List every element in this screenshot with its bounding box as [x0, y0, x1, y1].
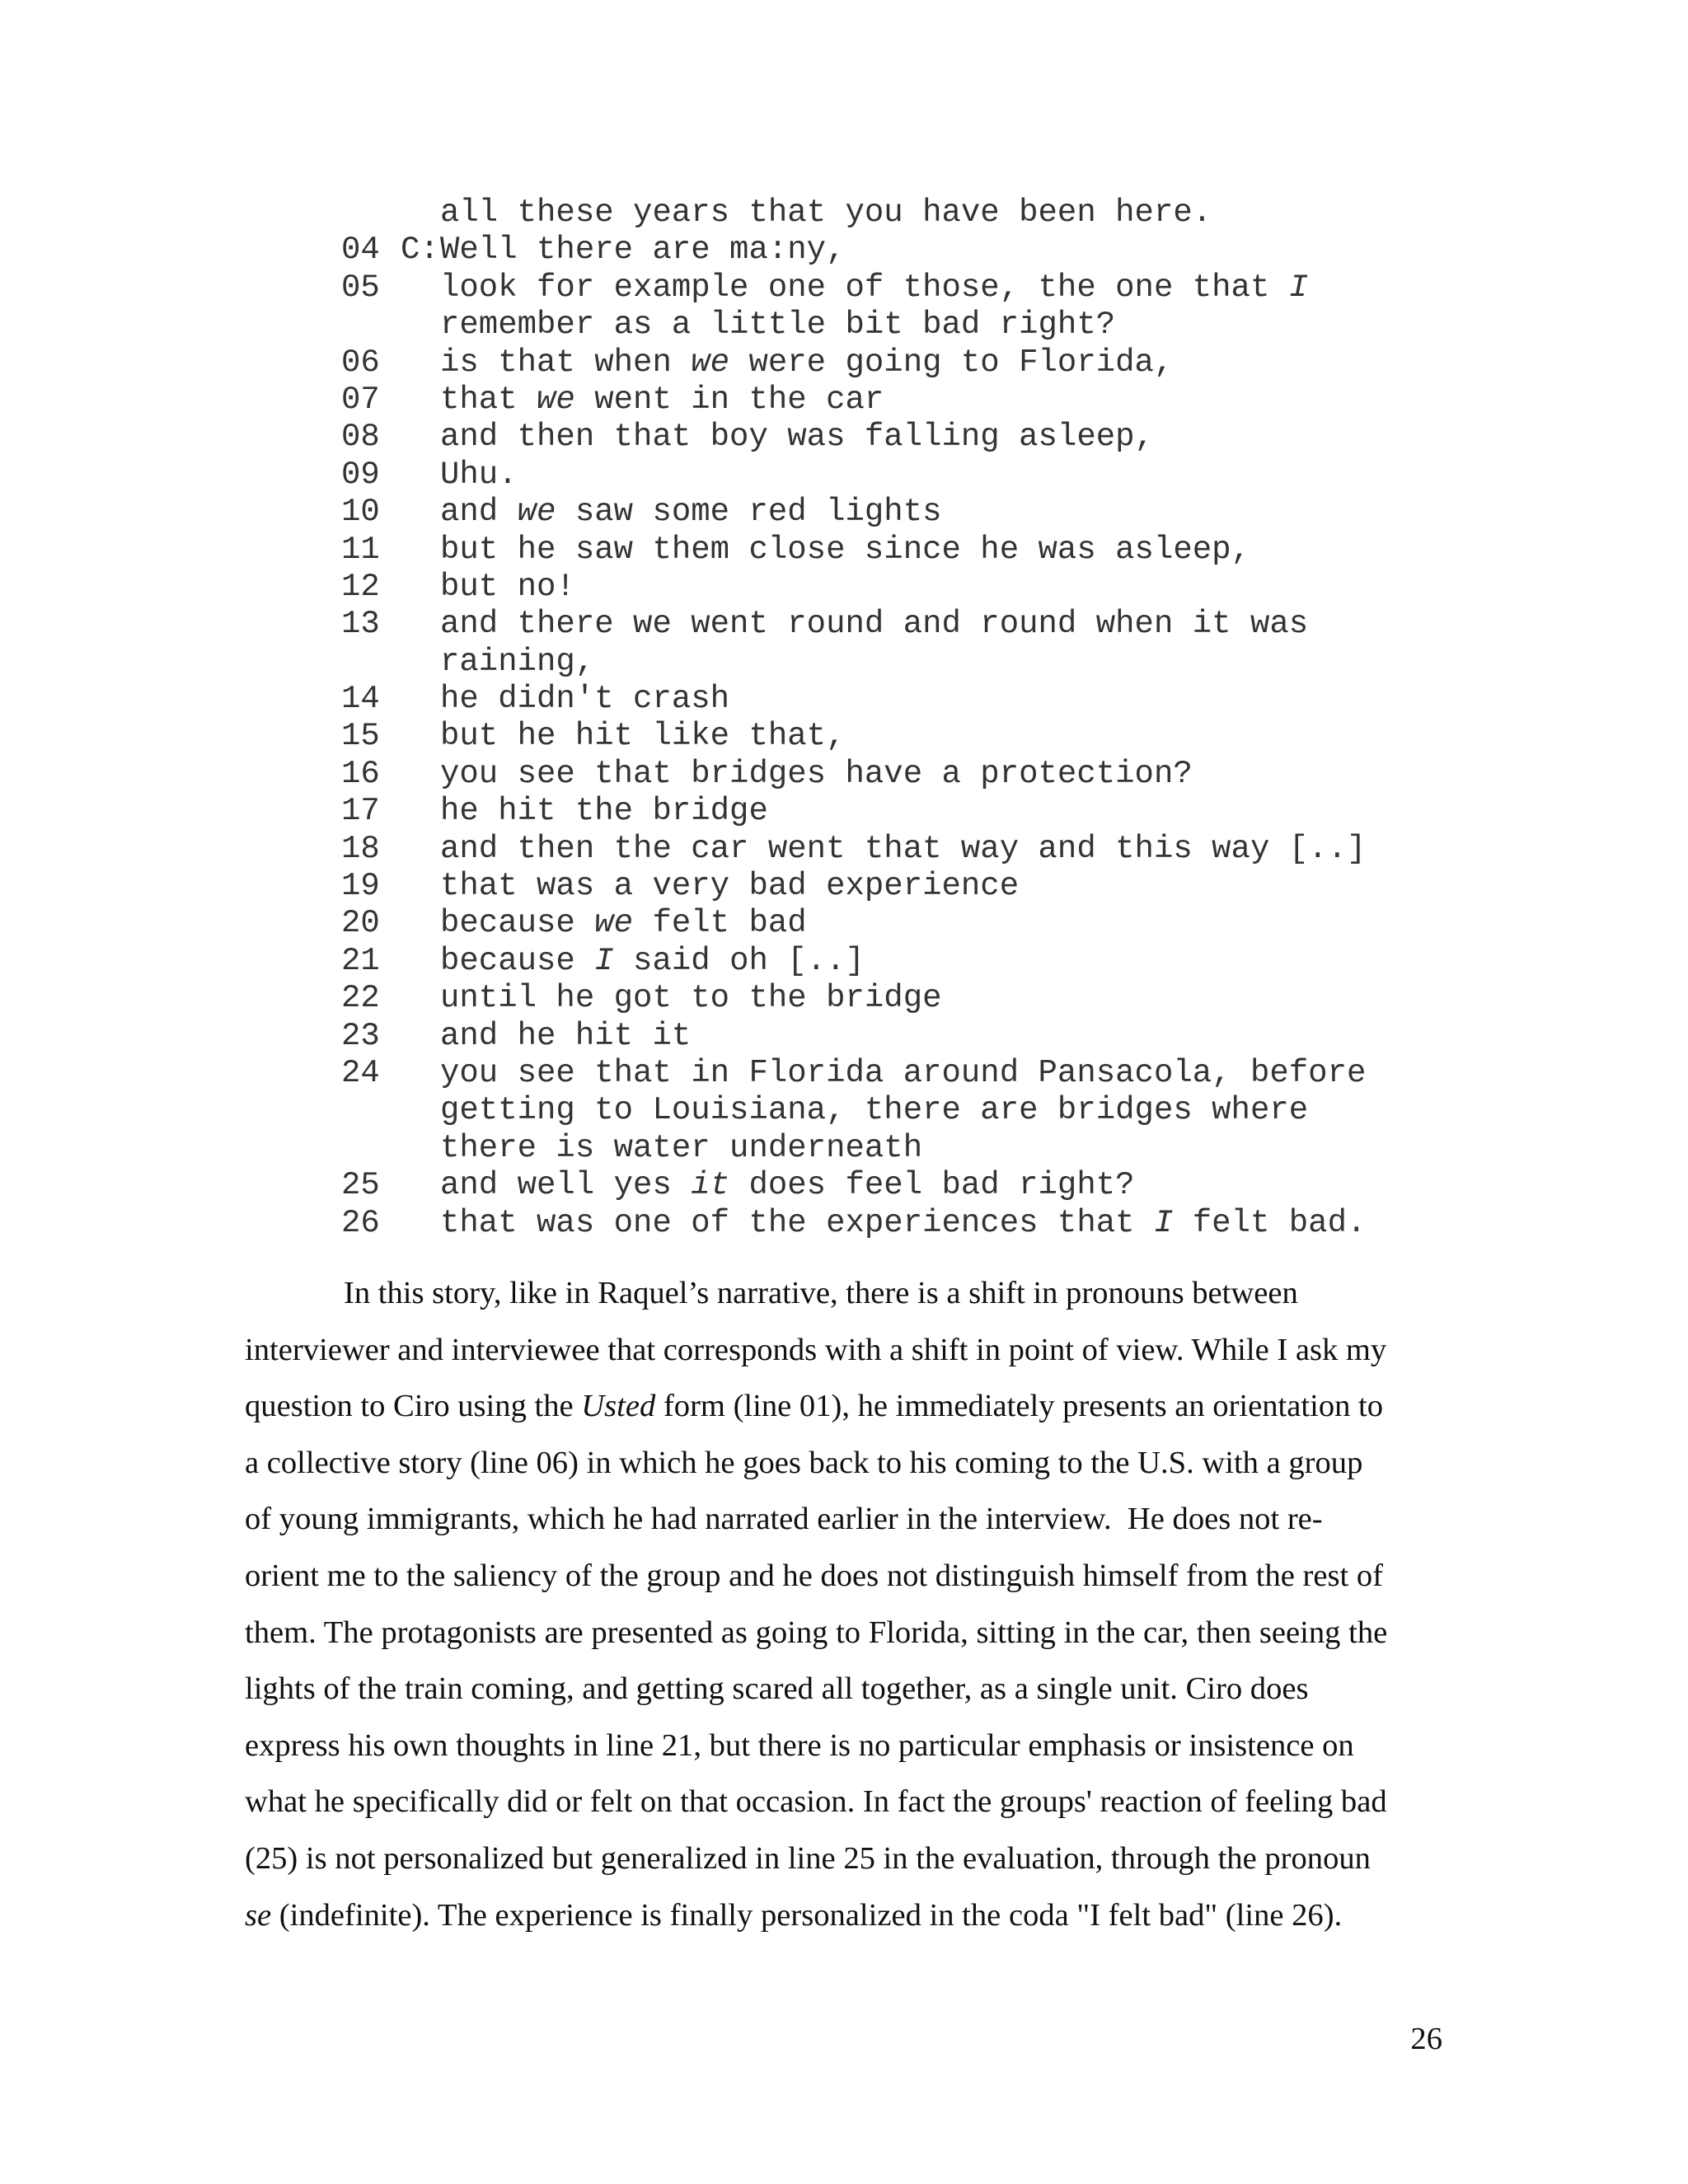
transcript-line	[341, 382, 1366, 419]
emphasized-word: we	[517, 494, 556, 531]
emphasized-word: we	[537, 381, 575, 418]
transcript-line	[341, 232, 1366, 269]
speaker-label: C:	[401, 232, 439, 269]
utterance-segment: and there we went round and round when it was	[440, 606, 1309, 643]
line-number: 06	[341, 344, 380, 381]
line-number: 14	[341, 681, 380, 718]
utterance-text	[440, 681, 729, 718]
utterance-text	[440, 868, 1019, 905]
transcript-line	[341, 980, 1366, 1017]
utterance-segment: were going to Florida,	[729, 344, 1174, 381]
transcript-line	[341, 718, 1366, 755]
paragraph-line	[245, 1774, 1448, 1830]
utterance-segment: said oh [..]	[613, 942, 865, 979]
transcript-line	[341, 269, 1366, 307]
utterance-segment: felt bad.	[1173, 1204, 1367, 1241]
utterance-text	[440, 457, 518, 494]
utterance-segment: but no!	[440, 568, 575, 605]
utterance-segment: getting to Louisiana, there are bridges where	[440, 1092, 1309, 1129]
line-number: 12	[341, 568, 380, 605]
text-segment: a collective story (line 06) in which he goes back to his coming to the U.S. with a group	[245, 1445, 1363, 1480]
paragraph-line	[245, 1887, 1448, 1944]
utterance-segment: is that when	[440, 344, 692, 381]
text-segment: question to Ciro using the	[245, 1389, 582, 1424]
line-number: 13	[341, 606, 380, 643]
utterance-segment: Well there are ma:ny,	[440, 232, 846, 269]
utterance-text	[440, 943, 865, 980]
emphasized-word: I	[1288, 269, 1309, 306]
utterance-segment: and then that boy was falling asleep,	[440, 419, 1154, 456]
utterance-segment: remember as a little bit bad right?	[440, 307, 1116, 344]
utterance-segment: look for example one of those, the one that	[440, 269, 1289, 306]
utterance-segment: went in the car	[574, 381, 884, 418]
line-number: 09	[341, 456, 380, 493]
utterance-text	[440, 1092, 1308, 1129]
line-number: 07	[341, 381, 380, 418]
paragraph-line	[245, 1830, 1448, 1887]
utterance-text	[440, 831, 1366, 868]
paragraph-line	[245, 1548, 1448, 1605]
utterance-text	[440, 307, 1115, 344]
transcript-line	[341, 943, 1366, 980]
italic-term: se	[245, 1897, 272, 1933]
line-number: 23	[341, 1017, 380, 1054]
line-number: 21	[341, 942, 380, 979]
utterance-segment: saw some red lights	[556, 494, 942, 531]
transcript-line	[341, 532, 1366, 569]
utterance-text	[440, 644, 594, 681]
italic-term: Usted	[581, 1389, 656, 1424]
paragraph-line	[245, 1322, 1448, 1379]
utterance-segment: that was one of the experiences that	[440, 1204, 1154, 1241]
utterance-text	[440, 382, 884, 419]
paragraph-line	[245, 1435, 1448, 1492]
utterance-segment: until he got to the bridge	[440, 980, 942, 1017]
text-segment: In this story, like in Raquel’s narrative, there is a shift in pronouns between	[344, 1276, 1298, 1310]
utterance-segment: Uhu.	[440, 456, 518, 493]
utterance-text	[440, 232, 845, 269]
text-segment: lights of the train coming, and getting scared all together, as a single unit. Ciro does	[245, 1671, 1309, 1707]
utterance-segment: that	[440, 381, 537, 418]
utterance-text	[440, 756, 1193, 793]
utterance-text	[440, 1205, 1366, 1242]
text-segment: express his own thoughts in line 21, but there is no particular emphasis or insistence on	[245, 1727, 1354, 1763]
line-number: 20	[341, 905, 380, 942]
page-number: 26	[1410, 2022, 1442, 2056]
line-number: 17	[341, 793, 380, 830]
utterance-segment: and then the car went that way and this way [..]	[440, 830, 1367, 867]
utterance-text	[440, 194, 1212, 232]
utterance-text	[440, 1130, 922, 1167]
emphasized-word: we	[691, 344, 730, 381]
paragraph-line	[245, 1378, 1448, 1435]
line-number: 25	[341, 1167, 380, 1204]
line-number: 10	[341, 494, 380, 531]
utterance-segment: and well yes	[440, 1167, 692, 1204]
line-number: 15	[341, 718, 380, 755]
utterance-text	[440, 569, 575, 606]
transcript-line	[341, 307, 1366, 344]
paragraph-line	[245, 1718, 1448, 1774]
line-number: 05	[341, 269, 380, 306]
utterance-segment: but he hit like that,	[440, 718, 846, 755]
transcript-line	[341, 1205, 1366, 1242]
transcript-line	[341, 419, 1366, 456]
emphasized-word: I	[1153, 1204, 1174, 1241]
utterance-segment: does feel bad right?	[729, 1167, 1135, 1204]
paragraph-line	[245, 1265, 1448, 1322]
utterance-segment: because	[440, 942, 595, 979]
utterance-text	[440, 419, 1154, 456]
utterance-segment: he didn't crash	[440, 681, 730, 718]
utterance-text	[440, 269, 1308, 307]
utterance-text	[440, 532, 1250, 569]
transcript-line	[341, 194, 1366, 232]
line-number: 11	[341, 531, 380, 568]
utterance-text	[440, 1055, 1366, 1092]
utterance-segment: felt bad	[633, 905, 807, 942]
utterance-text	[440, 980, 942, 1017]
utterance-text	[440, 1167, 1135, 1204]
transcript-line	[341, 1167, 1366, 1204]
transcript-line	[341, 457, 1366, 494]
utterance-segment: but he saw them close since he was asleep,	[440, 531, 1250, 568]
text-segment: (25) is not personalized but generalized in line 25 in the evaluation, through the pronoun	[245, 1840, 1371, 1876]
text-segment: what he specifically did or felt on that occasion. In fact the groups' reaction of feeling bad	[245, 1784, 1387, 1820]
transcript-line	[341, 793, 1366, 830]
transcript-line	[341, 1055, 1366, 1092]
transcript-line	[341, 344, 1366, 382]
utterance-segment: that was a very bad experience	[440, 868, 1020, 905]
interview-transcript	[341, 194, 1366, 1242]
text-segment: (indefinite). The experience is finally personalized in the coda "I felt bad" (line 26).	[271, 1897, 1343, 1933]
line-number: 24	[341, 1054, 380, 1091]
paragraph-line	[245, 1605, 1448, 1661]
utterance-text	[440, 344, 1173, 382]
text-segment: of young immigrants, which he had narrated earlier in the interview. He does not re-	[245, 1502, 1323, 1537]
transcript-line	[341, 1130, 1366, 1167]
emphasized-word: I	[594, 942, 614, 979]
utterance-segment: raining,	[440, 643, 595, 680]
utterance-text	[440, 606, 1308, 643]
transcript-line	[341, 756, 1366, 793]
transcript-line	[341, 681, 1366, 718]
text-segment: them. The protagonists are presented as going to Florida, sitting in the car, then seeing the	[245, 1615, 1388, 1650]
transcript-line	[341, 494, 1366, 531]
transcript-line	[341, 569, 1366, 606]
utterance-segment: all these years that you have been here.	[440, 194, 1212, 231]
line-number: 04	[341, 232, 380, 269]
transcript-line	[341, 831, 1366, 868]
utterance-text	[440, 1018, 691, 1055]
transcript-line	[341, 606, 1366, 643]
utterance-text	[440, 718, 845, 755]
utterance-segment: because	[440, 905, 595, 942]
line-number: 18	[341, 830, 380, 867]
text-segment: form (line 01), he immediately presents an orientation to	[655, 1389, 1384, 1424]
text-segment: orient me to the saliency of the group and he does not distinguish himself from the rest of	[245, 1558, 1384, 1593]
emphasized-word: it	[691, 1167, 730, 1204]
utterance-segment: and	[440, 494, 518, 531]
paragraph-line	[245, 1661, 1448, 1718]
line-number: 26	[341, 1204, 380, 1241]
transcript-line	[341, 905, 1366, 942]
text-segment: interviewer and interviewee that corresponds with a shift in point of view. While I ask my	[245, 1332, 1387, 1367]
utterance-text	[440, 793, 768, 830]
utterance-segment: and he hit it	[440, 1017, 692, 1054]
paragraph-line	[245, 1491, 1448, 1548]
utterance-text	[440, 905, 807, 942]
utterance-segment: you see that bridges have a protection?	[440, 755, 1193, 792]
transcript-line	[341, 644, 1366, 681]
utterance-text	[440, 494, 942, 531]
line-number: 22	[341, 980, 380, 1017]
analysis-paragraph	[245, 1265, 1448, 1943]
transcript-line	[341, 1092, 1366, 1129]
line-number: 08	[341, 419, 380, 456]
transcript-line	[341, 1018, 1366, 1055]
line-number: 16	[341, 755, 380, 792]
utterance-segment: there is water underneath	[440, 1129, 923, 1166]
line-number: 19	[341, 868, 380, 905]
emphasized-word: we	[594, 905, 634, 942]
transcript-line	[341, 868, 1366, 905]
utterance-segment: you see that in Florida around Pansacola, before	[440, 1054, 1367, 1091]
utterance-segment: he hit the bridge	[440, 793, 768, 830]
